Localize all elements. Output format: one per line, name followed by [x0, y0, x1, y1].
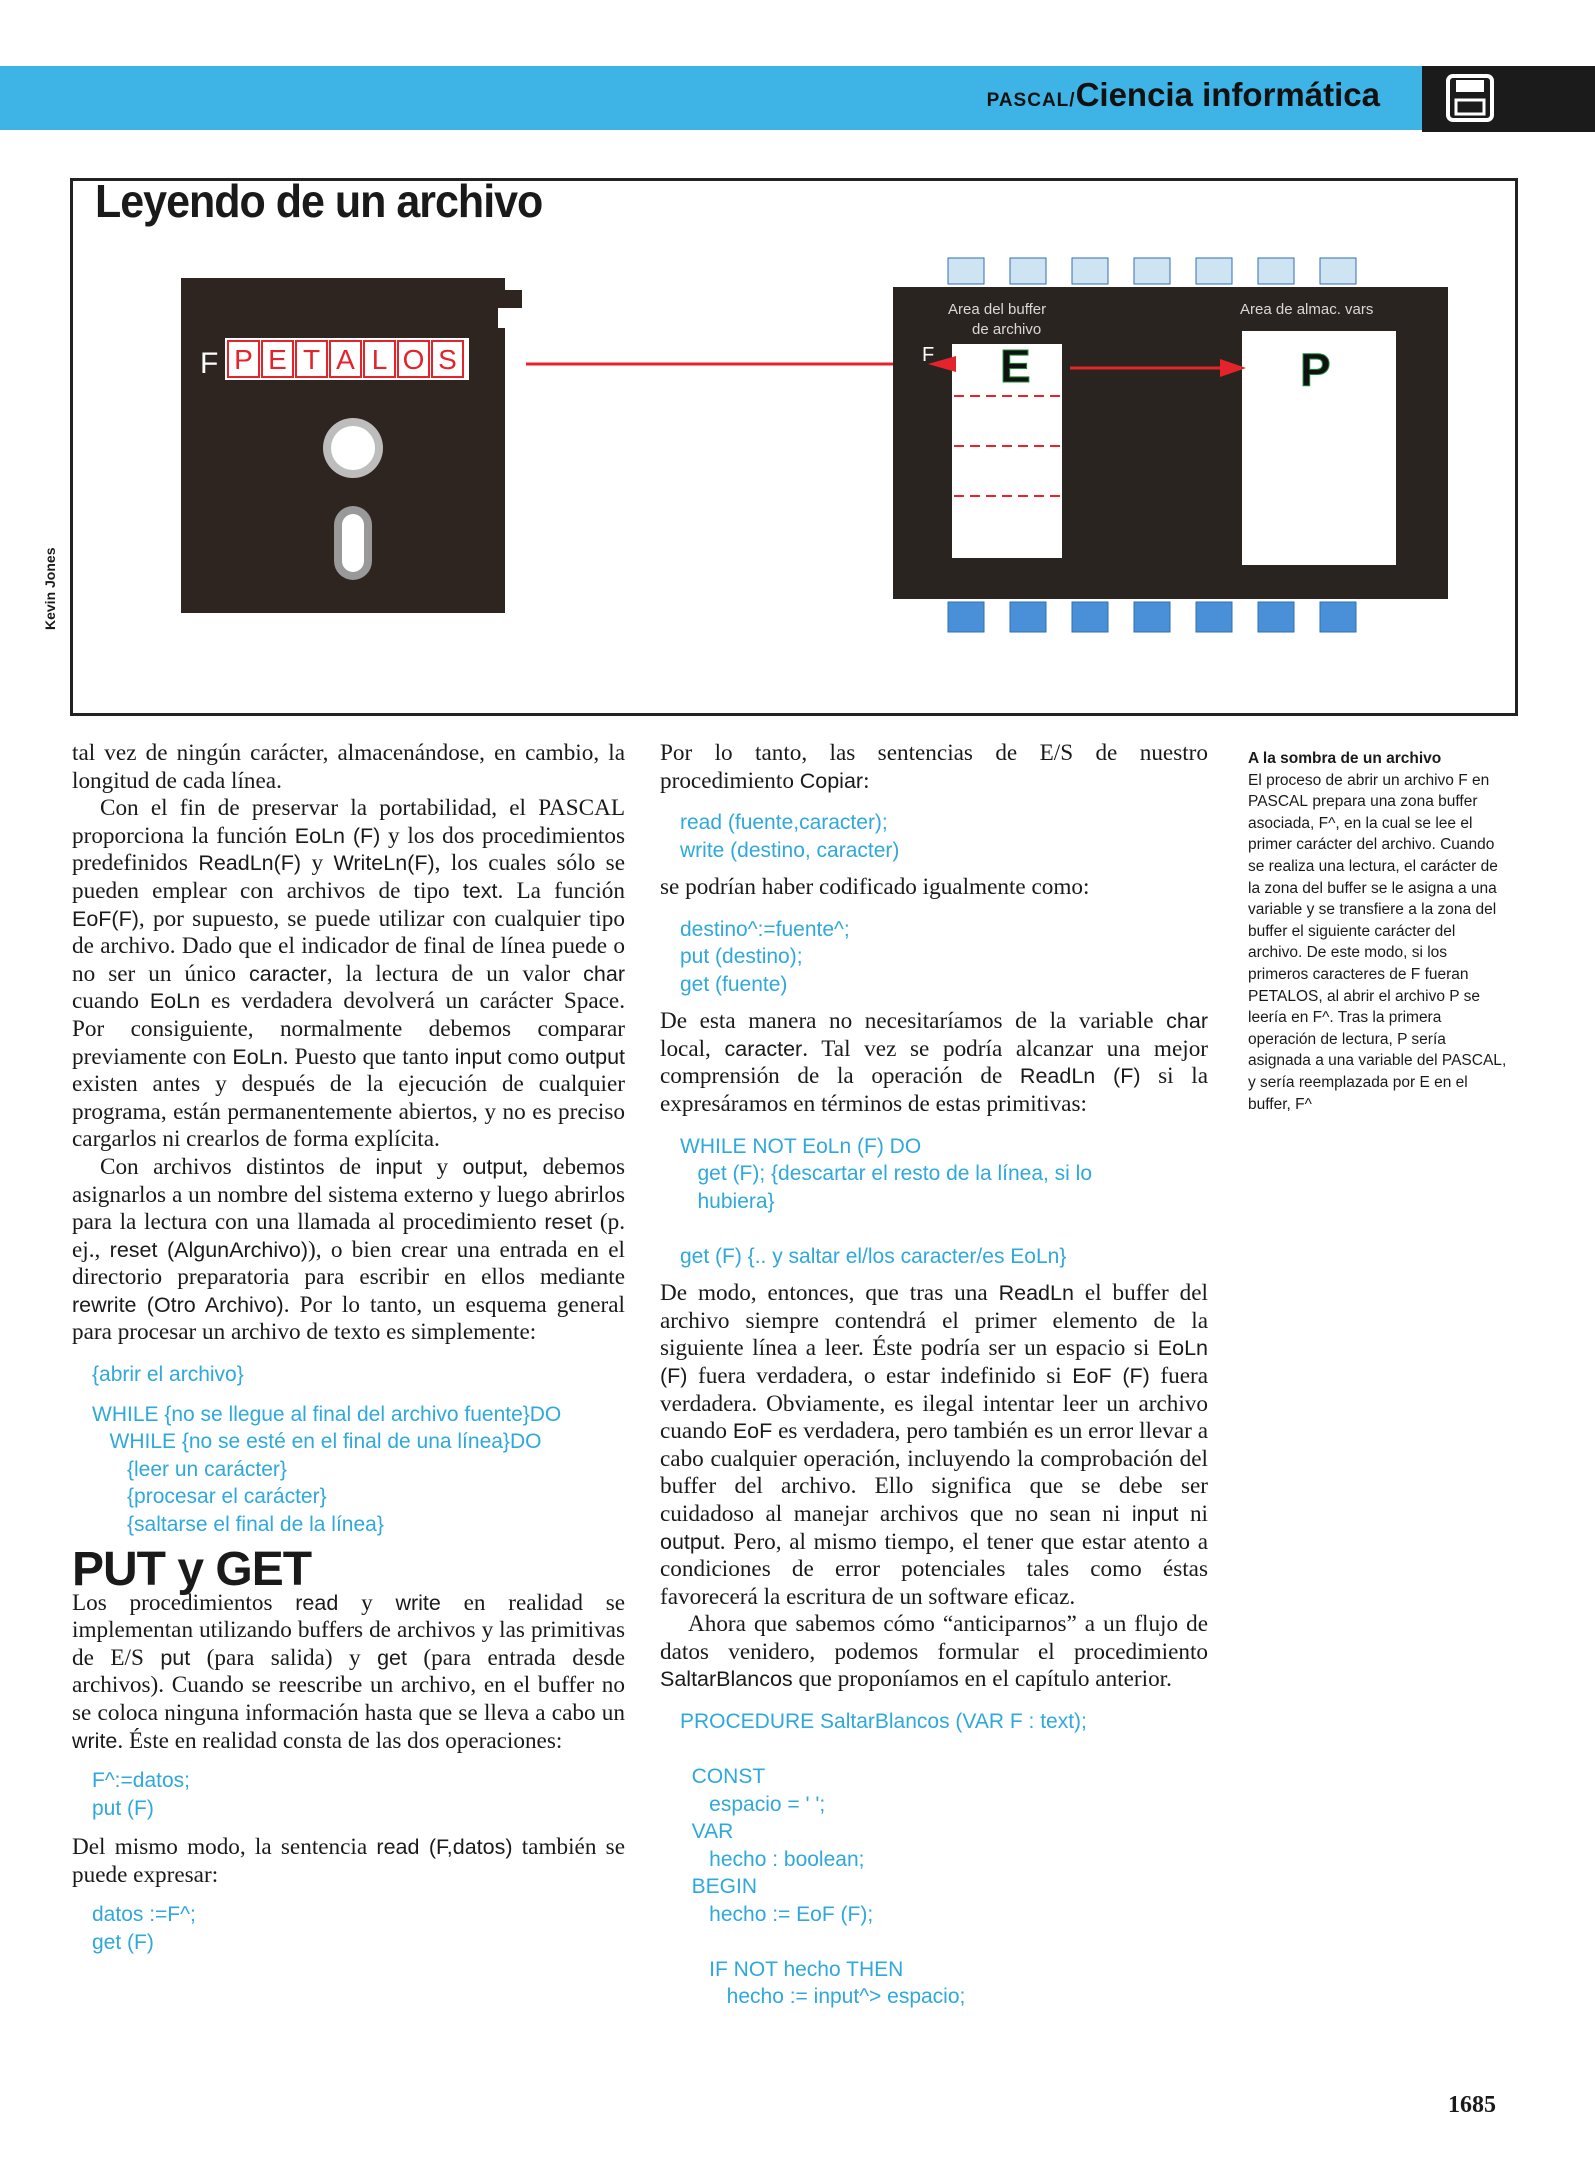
- col2-code-4: PROCEDURE SaltarBlancos (VAR F : text); CONST espacio = ' '; VAR hecho : boolean; BEGIN hecho := EoF (F); IF NOT hecho THEN hecho := input^> espacio;: [680, 1710, 1087, 2009]
- file-read-diagram: [70, 178, 1518, 716]
- chip-pin: [1196, 258, 1232, 284]
- chip-pin: [1320, 602, 1356, 632]
- chip-pin: [1072, 258, 1108, 284]
- disk-file-label: F: [200, 347, 219, 380]
- storage-area-label: Area de almac. vars: [1240, 301, 1374, 318]
- buffer-pointer-label: F: [922, 344, 935, 366]
- caption-body: El proceso de abrir un archivo F en PASCAL prepara una zona buffer asociada, F^, en la cual se lee el primer carácter del archivo. Cuando se realiza una lectura, el carácter de la zona del buffer se le asigna a una variable y se transfiere a la zona del buffer el siguiente carácter del archivo. De este modo, si los primeros caracteres de F fueran PETALOS, al abrir el archivo P se leería en F^. Tras la primera operación de lectura, P sería asignada a una variable del PASCAL, y sería reemplazada por E en el buffer, F^: [1248, 771, 1507, 1113]
- chip-pin: [1320, 258, 1356, 284]
- disk-letter: T: [302, 344, 321, 375]
- col2-paragraph-1: Por lo tanto, las sentencias de E/S de nuestro procedimiento Copiar:: [660, 740, 1208, 794]
- col1-code-1: {abrir el archivo}: [92, 1363, 244, 1387]
- chip-pin: [948, 602, 984, 632]
- col1-paragraph-5: Del mismo modo, la sentencia read (F,datos) también se puede expresar:: [72, 1834, 625, 1888]
- col1-paragraph-4: Los procedimientos read y write en realidad se implementan utilizando buffers de archivos y las primitivas de E/S put (para salida) y get (para entrada desde archivos). Cuando se reescribe un archivo, en el buffer no se coloca ninguna información hasta que se lleva a cabo un write. Éste en realidad consta de las dos operaciones:: [72, 1589, 626, 1754]
- figure-title: Leyendo de un archivo: [95, 176, 543, 228]
- buffer-area-label-2: de archivo: [972, 321, 1042, 338]
- disk-letter: P: [234, 344, 253, 375]
- chip-pin: [1010, 602, 1046, 632]
- floppy-disk-icon: [1422, 66, 1595, 132]
- col1-code-4: datos :=F^; get (F): [92, 1903, 196, 1954]
- storage-char: P: [1300, 344, 1331, 396]
- col1-code-2: WHILE {no se llegue al final del archivo fuente}DO WHILE {no se esté en el final de una línea}DO {leer un carácter} {procesar el carácter} {saltarse el final de la línea}: [92, 1402, 562, 1536]
- chip-pin: [1196, 602, 1232, 632]
- col1-paragraph-2: Con el fin de preservar la portabilidad, el PASCAL proporciona la función EoLn (F) y los dos procedimientos predefinidos ReadLn(F) y WriteLn(F), los cuales sólo se pueden emplear con archivos de tipo text. La función EoF(F), por supuesto, se puede utilizar con cualquier tipo de archivo. Dado que el indicador de final de línea puede o no ser un único caracter, la lectura de un valor char cuando EoLn es verdadera devolverá un carácter Space. Por consiguiente, normalmente debemos comparar previamente con EoLn. Puesto que tanto input como output existen antes y después de la ejecución de cualquier programa, están permanentemente abiertos, y no es preciso cargarlos ni crearlos de forma explícita.: [72, 795, 626, 1153]
- chip-pin: [1134, 602, 1170, 632]
- chip-pin: [948, 258, 984, 284]
- disk-letters: [225, 338, 469, 380]
- disk-letter: L: [371, 344, 388, 375]
- column-1: [72, 740, 625, 1956]
- disk-letter: A: [336, 344, 355, 375]
- chip-pin: [1010, 258, 1046, 284]
- col1-code-3: F^:=datos; put (F): [92, 1769, 190, 1820]
- col2-paragraph-3: De esta manera no necesitaríamos de la variable char local, caracter. Tal vez se podría alcanzar una mejor comprensión de la operación de ReadLn (F) si la expresáramos en términos de estas primitivas:: [660, 1008, 1209, 1118]
- chip-pin: [1072, 602, 1108, 632]
- col2-code-3: WHILE NOT EoLn (F) DO get (F); {descartar el resto de la línea, si lo hubiera} get (F) {.. y saltar el/los caracter/es EoLn}: [680, 1134, 1093, 1268]
- chip-pin: [1258, 258, 1294, 284]
- col1-paragraph-3: Con archivos distintos de input y output, debemos asignarlos a un nombre del sistema externo y luego abrirlos para la lectura con una llamada al procedimiento reset (p. ej., reset (AlgunArchivo)), o bien crear una entrada en el directorio preparatoria para escribir en ellos mediante rewrite (Otro Archivo). Por lo tanto, un esquema general para procesar un archivo de texto es simplemente:: [72, 1153, 625, 1346]
- page-number: 1685: [1448, 2092, 1496, 2118]
- header-icon-box: [1422, 66, 1595, 132]
- col2-paragraph-2: se podrían haber codificado igualmente como:: [660, 874, 1090, 901]
- section-title: Ciencia informática: [1075, 76, 1380, 113]
- col1-paragraph-1: tal vez de ningún carácter, almacenándose, en cambio, la longitud de cada línea.: [72, 740, 625, 794]
- col2-code-2: destino^:=fuente^; put (destino); get (fuente): [680, 917, 850, 996]
- figure-caption: [1248, 748, 1508, 1115]
- caption-title: A la sombra de un archivo: [1248, 750, 1442, 767]
- section-small-label: PASCAL/: [986, 90, 1076, 111]
- chip-pin: [1258, 602, 1294, 632]
- buffer-char: E: [1000, 340, 1031, 392]
- col2-code-1: read (fuente,caracter); write (destino, caracter): [680, 811, 900, 862]
- col2-paragraph-4: De modo, entonces, que tras una ReadLn el buffer del archivo siempre contendrá el primer elemento de la siguiente línea a leer. Éste podría ser un espacio si EoLn (F) fuera verdadera, o estar indefinido si EoF (F) fuera verdadera. Obviamente, es ilegal intentar leer un archivo cuando EoF es verdadera, pero también es un error llevar a cabo cualquier operación, incluyendo la comprobación del buffer del archivo. Ello significa que se debe ser cuidadoso al manejar archivos que no sean ni input ni output. Pero, al mismo tiempo, el tener que estar atento a condiciones de error potenciales tales como éstas favorecerá la escritura de un software eficaz.: [660, 1280, 1208, 1610]
- section-heading-put-get: PUT y GET: [72, 1543, 312, 1597]
- disk-letter: E: [268, 344, 287, 375]
- buffer-area-label-1: Area del buffer: [948, 301, 1047, 318]
- disk-letter: O: [402, 344, 425, 375]
- column-2: [660, 740, 1208, 2011]
- disk-letter: S: [438, 344, 457, 375]
- illustration-credit: Kevin Jones: [42, 547, 58, 630]
- chip-pin: [1134, 258, 1170, 284]
- col2-paragraph-5: Ahora que sabemos cómo “anticiparnos” a un flujo de datos venidero, podemos formular el procedimiento SaltarBlancos que proponíamos en el capítulo anterior.: [660, 1611, 1208, 1693]
- section-heading: [987, 76, 1380, 114]
